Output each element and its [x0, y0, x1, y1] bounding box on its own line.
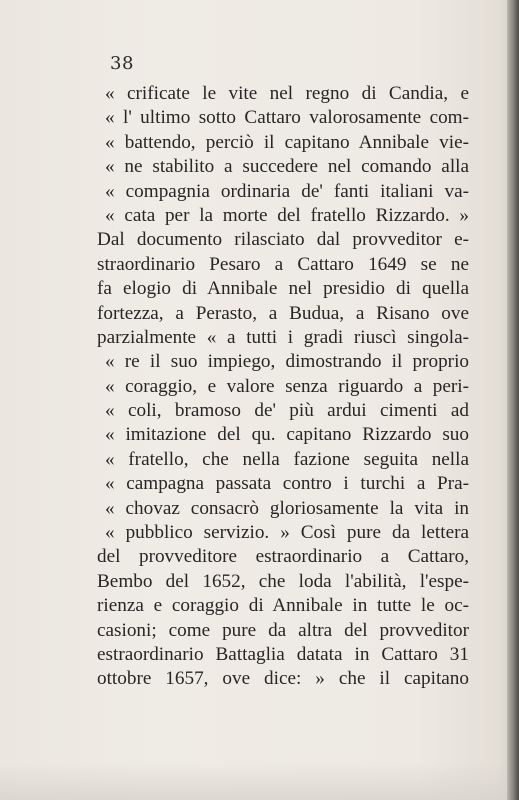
text-line: « crificate le vite nel regno di Candia, e — [105, 83, 469, 104]
text-line: fortezza, a Perasto, a Budua, a Risano ove — [97, 302, 469, 324]
text-line: « pubblico servizio. » Così pure da lettera — [105, 522, 469, 544]
text-line: « chovaz consacrò gloriosamente la vita in — [105, 497, 469, 519]
text-line: « compagnia ordinaria de' fanti italiani va- — [105, 180, 469, 202]
text-line: Dal documento rilasciato dal provveditor e- — [97, 229, 469, 251]
text-line: « battendo, perciò il capitano Annibale vie- — [105, 131, 469, 153]
text-line: straordinario Pesaro a Cattaro 1649 se ne — [97, 253, 469, 275]
text-line: del provveditore estraordinario a Cattaro, — [97, 546, 469, 568]
page-edge-shadow — [507, 0, 519, 800]
text-line: « imitazione del qu. capitano Rizzardo suo — [105, 424, 469, 446]
text-line: fa elogio di Annibale nel presidio di quella — [97, 278, 469, 300]
text-line: « fratello, che nella fazione seguita nella — [105, 448, 469, 470]
text-line: « coli, bramoso de' più ardui cimenti ad — [105, 400, 469, 422]
text-line: « campagna passata contro i turchi a Pra- — [105, 473, 469, 495]
text-line: parzialmente « a tutti i gradi riuscì singola- — [97, 326, 469, 348]
text-line: « cata per la morte del fratello Rizzardo. » — [105, 204, 469, 226]
text-line: « coraggio, e valore senza riguardo a peri- — [105, 375, 469, 397]
body-text — [97, 82, 469, 692]
page-number: 38 — [110, 53, 134, 74]
text-line: rienza e coraggio di Annibale in tutte le oc- — [97, 595, 469, 617]
text-line: casioni; come pure da altra del provveditor — [97, 619, 469, 641]
text-line: Bembo del 1652, che loda l'abilità, l'espe- — [97, 570, 469, 592]
text-line: « l' ultimo sotto Cattaro valorosamente com- — [105, 107, 469, 129]
text-line: ottobre 1657, ove dice: » che il capitano — [97, 668, 469, 690]
page-bottom-shade — [0, 762, 519, 800]
text-line: « ne stabilito a succedere nel comando alla — [105, 156, 469, 178]
text-line: « re il suo impiego, dimostrando il proprio — [105, 351, 469, 373]
text-line: estraordinario Battaglia datata in Cattaro 31 — [97, 643, 469, 665]
